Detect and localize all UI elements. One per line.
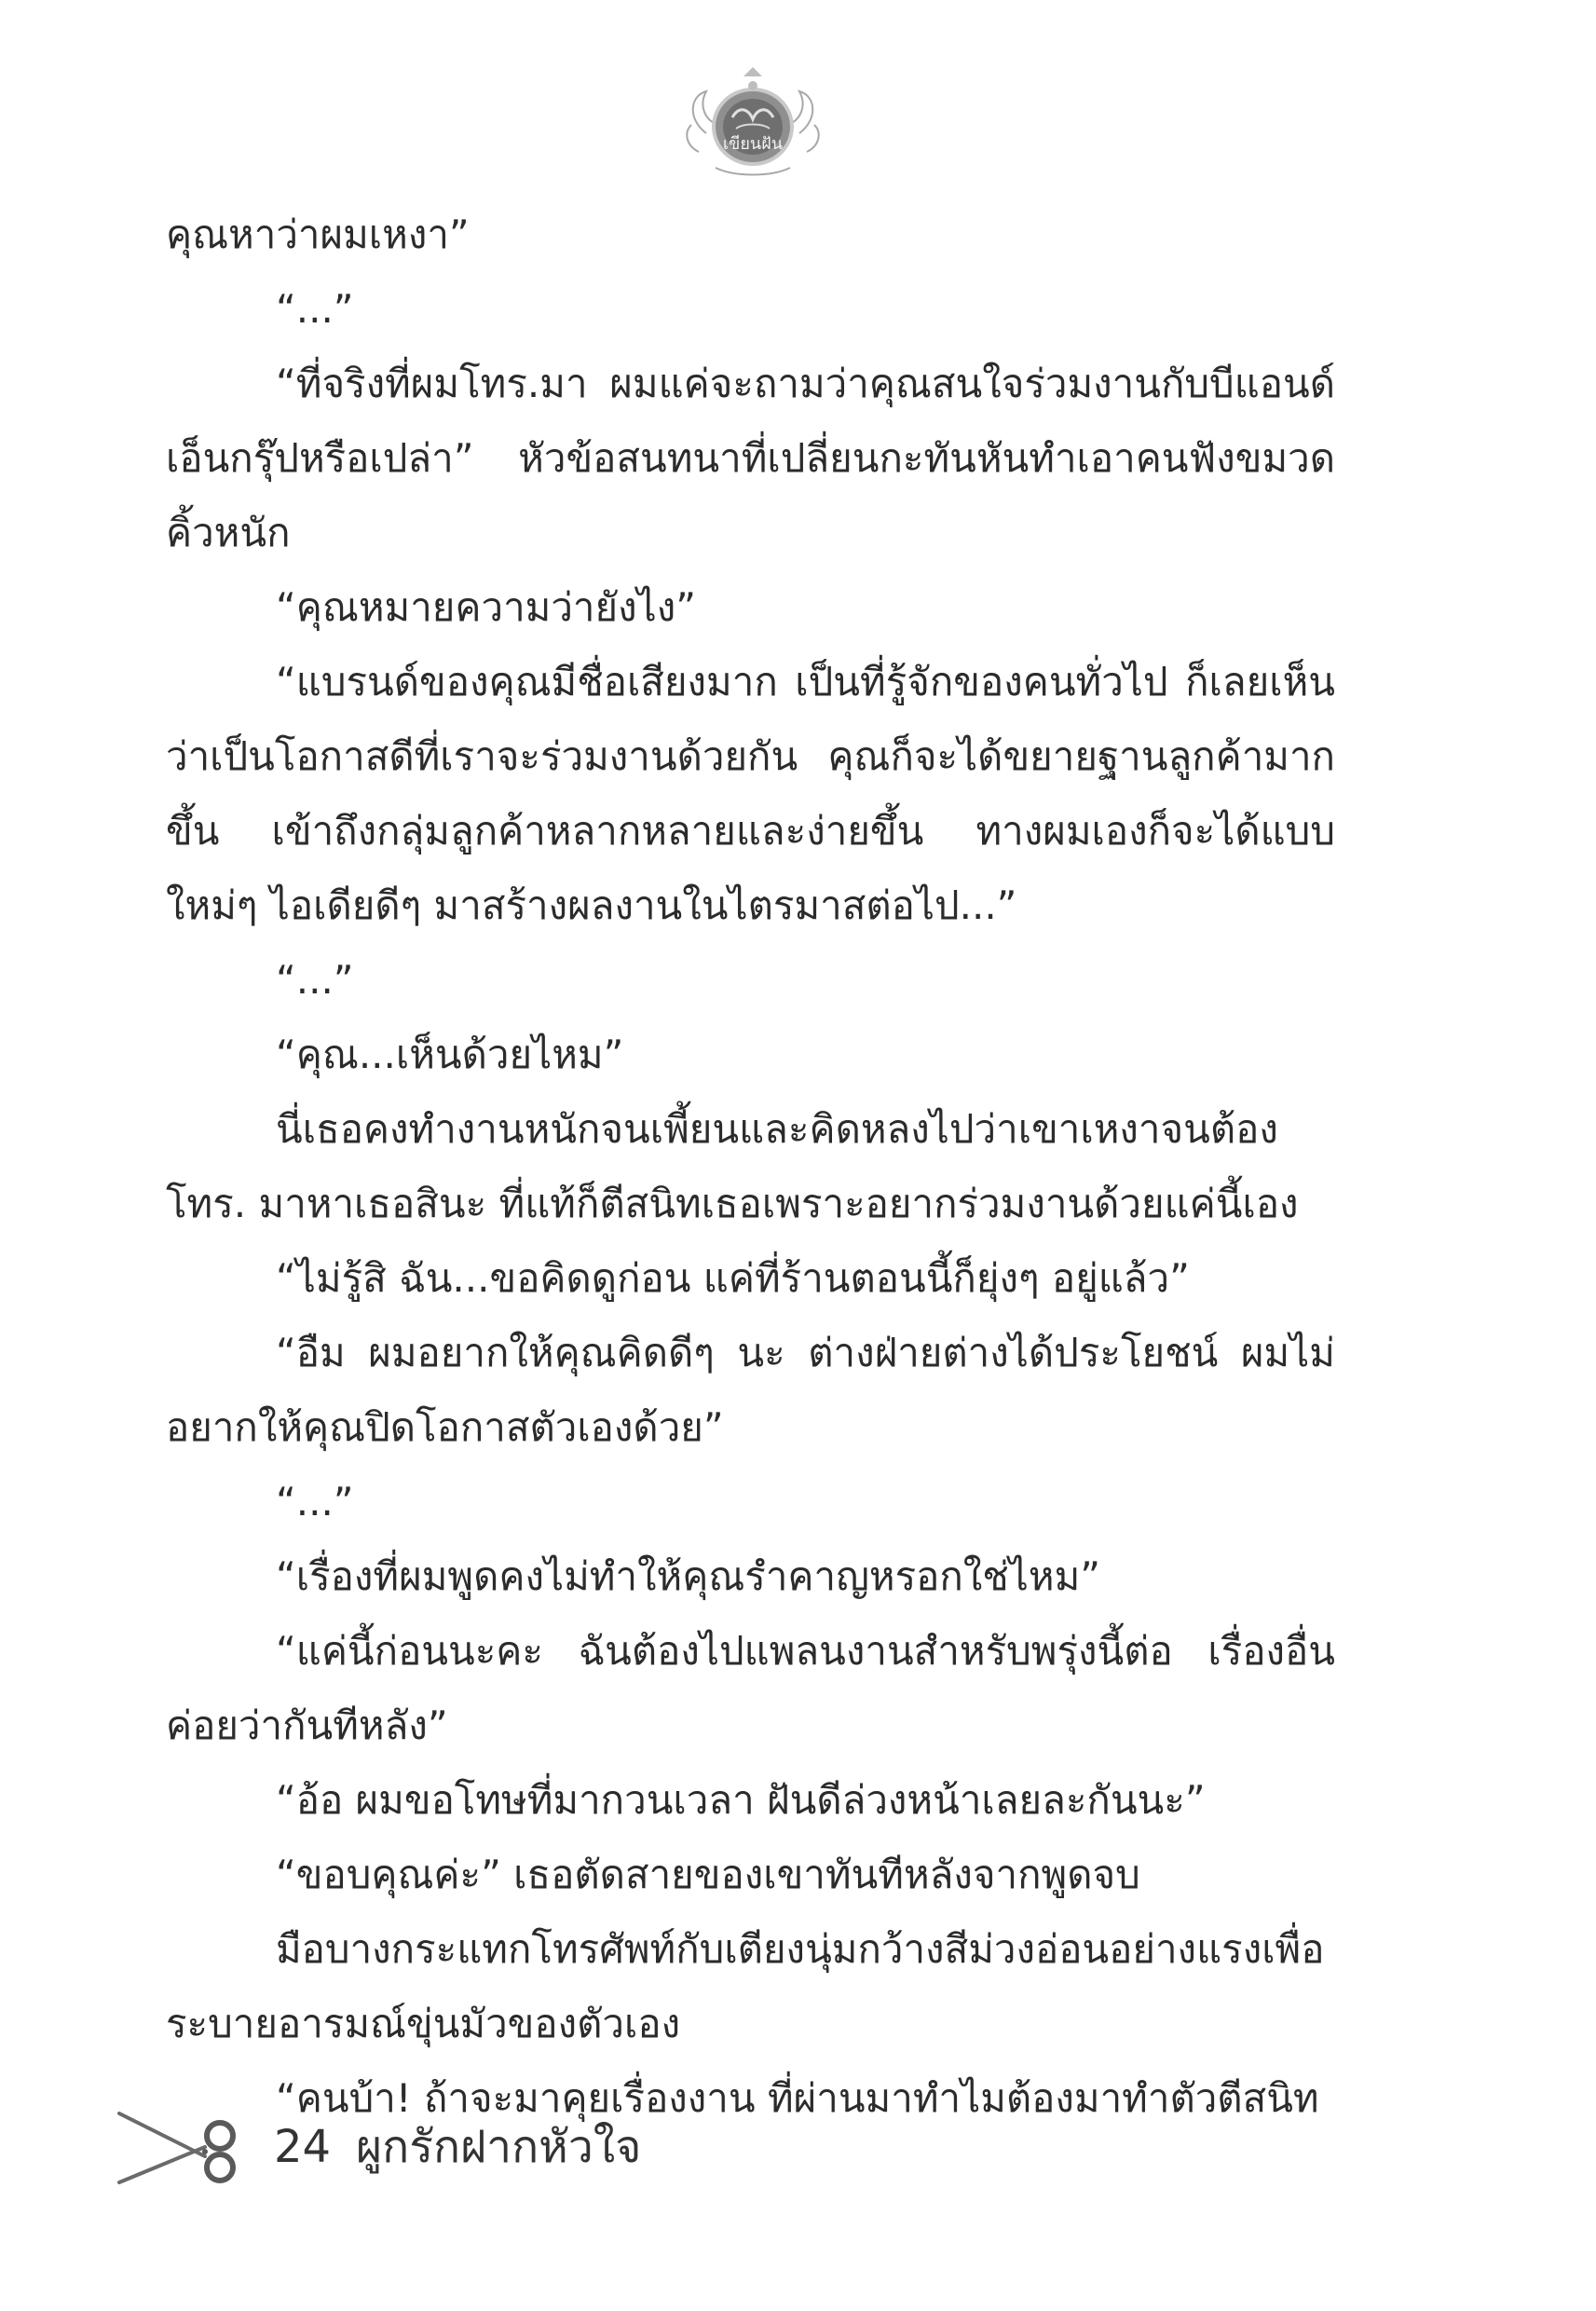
- paragraph-15: มือบางกระแทกโทรศัพท์กับเตียงนุ่มกว้างสีม่วงอ่อนอย่างแรงเพื่อระบายอารมณ์ขุ่นมัวของตัวเอง: [166, 1926, 1325, 2046]
- paragraph-12: “แค่นี้ก่อนนะคะ ฉันต้องไปแพลนงานสำหรับพรุ่งนี้ต่อ เรื่องอื่นค่อยว่ากันทีหลัง”: [166, 1628, 1335, 1748]
- paragraph-11: “เรื่องที่ผมพูดคงไม่ทำให้คุณรำคาญหรอกใช่ไหม”: [276, 1553, 1101, 1599]
- paragraph-2: “ที่จริงที่ผมโทร.มา ผมแค่จะถามว่าคุณสนใจร่วมงานกับบีแอนด์เอ็นกรุ๊ปหรือเปล่า” หัวข้อสนทนาที่เปลี่ยนกะทันหันทำเอาคนฟังขมวดคิ้วหนัก: [166, 361, 1335, 555]
- ornament-logo-icon: [678, 63, 827, 185]
- paragraph-6: “คุณ...เห็นด้วยไหม”: [276, 1032, 624, 1077]
- page-footer: [116, 2108, 786, 2192]
- paragraph-0: คุณหาว่าผมเหงา”: [166, 212, 470, 257]
- scissors-icon: [116, 2108, 255, 2188]
- page-number: 24: [274, 2121, 332, 2173]
- paragraph-7: นี่เธอคงทำงานหนักจนเพี้ยนและคิดหลงไปว่าเขาเหงาจนต้องโทร. มาหาเธอสินะ ที่แท้ก็ตีสนิทเธอเพราะอยากร่วมงานด้วยแค่นี้เอง: [166, 1106, 1299, 1226]
- paragraph-5: “...”: [276, 957, 354, 1003]
- paragraph-13: “อ้อ ผมขอโทษที่มากวนเวลา ฝันดีล่วงหน้าเลยละกันนะ”: [276, 1777, 1206, 1823]
- paragraph-3: “คุณหมายความว่ายังไง”: [276, 584, 697, 630]
- paragraph-8: “ไม่รู้สิ ฉัน...ขอคิดดูก่อน แค่ที่ร้านตอนนี้ก็ยุ่งๆ อยู่แล้ว”: [276, 1255, 1190, 1301]
- story-text: [166, 198, 1335, 2136]
- header-logo: [678, 63, 827, 185]
- paragraph-14: “ขอบคุณค่ะ” เธอตัดสายของเขาทันทีหลังจากพูดจบ: [276, 1852, 1140, 1897]
- paragraph-16: “คนบ้า! ถ้าจะมาคุยเรื่องงาน ที่ผ่านมาทำไมต้องมาทำตัวตีสนิท: [276, 2075, 1319, 2121]
- paragraph-9: “อืม ผมอยากให้คุณคิดดีๆ นะ ต่างฝ่ายต่างได้ประโยชน์ ผมไม่อยากให้คุณปิดโอกาสตัวเองด้วย”: [166, 1330, 1335, 1450]
- paragraph-10: “...”: [276, 1479, 354, 1525]
- book-title: ผูกรักฝากหัวใจ: [356, 2121, 642, 2173]
- paragraph-1: “...”: [276, 286, 354, 332]
- logo-text: เขียนฝัน: [722, 134, 784, 154]
- paragraph-4: “แบรนด์ของคุณมีชื่อเสียงมาก เป็นที่รู้จักของคนทั่วไป ก็เลยเห็นว่าเป็นโอกาสดีที่เราจะร่วมงานด้วยกัน คุณก็จะได้ขยายฐานลูกค้ามากขึ้น เข้าถึงกลุ่มลูกค้าหลากหลายและง่ายขึ้น ทางผมเองก็จะได้แบบใหม่ๆ ไอเดียดีๆ มาสร้างผลงานในไตรมาสต่อไป...”: [166, 659, 1335, 928]
